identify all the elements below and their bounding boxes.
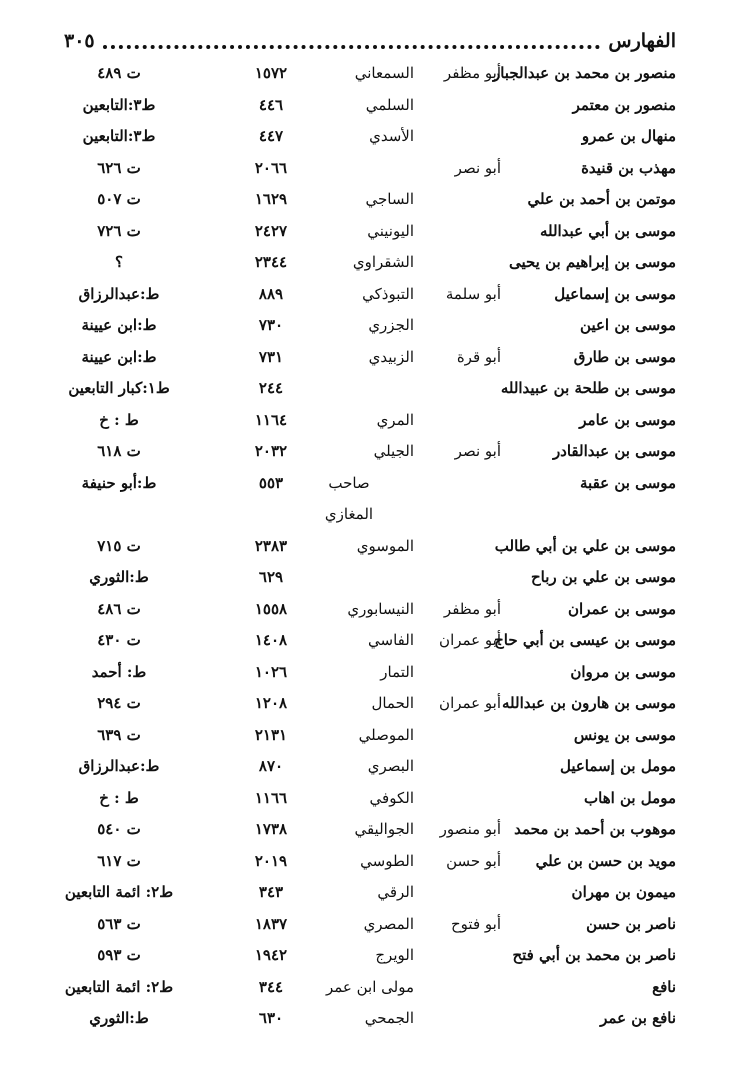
entry-number: ١٧٣٨ [254, 820, 288, 838]
entry-name: موسى بن علي بن رباح [530, 568, 676, 586]
entry-name: ناصر بن حسن [586, 914, 676, 933]
entry-number: ٨٧٠ [258, 757, 284, 775]
index-row [64, 625, 676, 657]
entry-number: ٤٤٦ [258, 95, 284, 114]
entry-note: ت ٥٩٣ [97, 946, 141, 964]
entry-nisba: الحمال [371, 694, 414, 712]
entry-name: موسى بن أبي عبدالله [539, 221, 676, 240]
entry-note: ط٢: ائمة التابعين [64, 883, 174, 901]
entry-nisba: صاحب المغازي [324, 473, 374, 523]
entry-nisba: المصري [363, 914, 414, 933]
entry-name: منصور بن معتمر [572, 95, 676, 114]
entry-note: ت ٧١٥ [97, 536, 141, 555]
entry-note: ط:أبو حنيفة [81, 473, 157, 492]
entry-nisba: التبوذكي [362, 284, 414, 303]
entry-kunya: أبو مظفر [443, 599, 501, 618]
index-row [64, 657, 676, 689]
entry-name: مومل بن إسماعيل [559, 757, 676, 775]
index-row [64, 153, 676, 185]
entry-note: ؟ [115, 253, 123, 271]
index-row [64, 877, 676, 909]
entry-nisba: الجزري [368, 316, 414, 334]
index-row [64, 373, 676, 405]
entry-note: ت ٦٣٩ [97, 725, 141, 744]
entry-kunya: أبو منصور [439, 820, 501, 838]
entry-name: موتمن بن أحمد بن علي [527, 190, 676, 208]
entry-note: ط : خ [99, 410, 139, 429]
index-row [64, 90, 676, 122]
entry-kunya: أبو فتوح [451, 914, 501, 933]
entry-name: موسى بن مروان [570, 662, 676, 681]
entry-name: منصور بن محمد بن عبدالجبار [492, 64, 676, 82]
entry-name: موسى بن عبدالقادر [552, 442, 676, 460]
entry-name: ناصر بن محمد بن أبي فتح [512, 946, 676, 964]
entry-name: نافع بن عمر [600, 1009, 676, 1027]
entry-kunya: أبو نصر [454, 442, 501, 460]
entry-note: ت ٢٩٤ [97, 694, 141, 712]
entry-number: ١٩٤٢ [254, 946, 288, 964]
entry-name: موسى بن اعين [580, 316, 676, 334]
entry-number: ٢٤٢٧ [254, 221, 288, 240]
index-row [64, 940, 676, 972]
entry-number: ١١٦٤ [254, 410, 288, 429]
entry-name: مومل بن اهاب [584, 788, 676, 807]
entry-number: ٢٣٤٤ [254, 253, 288, 271]
entry-number: ١٦٢٩ [254, 190, 288, 208]
entry-name: نافع [652, 977, 676, 996]
entry-kunya: أبو سلمة [445, 284, 501, 303]
entry-name: موسى بن علي بن أبي طالب [494, 536, 676, 555]
entry-kunya: أبو حسن [446, 851, 501, 870]
entry-nisba: الجمحي [364, 1009, 414, 1027]
entry-number: ٢٠١٩ [254, 851, 288, 870]
entry-nisba: الكوفي [369, 788, 414, 807]
entry-nisba: الساجي [365, 190, 414, 208]
entry-note: ط٣:التابعين [82, 95, 156, 114]
index-row [64, 436, 676, 468]
entry-note: ط١:كبار التابعين [68, 379, 170, 397]
entry-nisba: المري [376, 410, 414, 429]
entry-number: ٨٨٩ [258, 284, 284, 303]
entry-nisba: السلمي [365, 95, 414, 114]
entry-nisba: الرقي [377, 883, 414, 901]
index-row [64, 1003, 676, 1035]
entry-nisba: الأسدي [369, 127, 414, 145]
index-row [64, 751, 676, 783]
entry-name: موهوب بن أحمد بن محمد [514, 820, 676, 838]
entry-name: موسى بن هارون بن عبدالله [501, 694, 676, 712]
entry-number: ١٠٢٦ [254, 662, 288, 681]
index-row [64, 562, 676, 594]
leader-dots [103, 33, 601, 49]
entry-number: ٧٣١ [258, 347, 284, 366]
index-row [64, 594, 676, 626]
entry-note: ت ٥٦٣ [97, 914, 141, 933]
entry-name: مهذب بن قنيدة [581, 158, 676, 177]
entry-name: مويد بن حسن بن علي [535, 851, 676, 870]
entry-nisba: اليونيني [367, 221, 414, 240]
entry-note: ت ٤٣٠ [97, 631, 141, 649]
index-row [64, 846, 676, 878]
entry-kunya: أبو عمران [439, 631, 501, 649]
entry-name: موسى بن عقبة [580, 473, 676, 492]
entry-number: ٢٠٣٢ [254, 442, 288, 460]
entry-name: ميمون بن مهران [571, 883, 676, 901]
entry-name: موسى بن عيسى بن أبي حاج [494, 631, 676, 649]
entry-note: ط:ابن عيينة [81, 316, 157, 334]
entry-note: ط٢: ائمة التابعين [64, 977, 174, 996]
index-row [64, 310, 676, 342]
entry-number: ٢١٣١ [254, 725, 288, 744]
entry-note: ت ٦٢٦ [97, 158, 141, 177]
index-row [64, 58, 676, 90]
entry-kunya: أبو عمران [439, 694, 501, 712]
entry-number: ٦٣٠ [258, 1009, 284, 1027]
entry-number: ٥٥٣ [258, 473, 284, 492]
entry-note: ت ٥٤٠ [97, 820, 141, 838]
entry-nisba: الجواليقي [354, 820, 414, 838]
entry-number: ٦٢٩ [258, 568, 284, 586]
entry-number: ١٥٥٨ [254, 599, 288, 618]
entry-nisba: مولى ابن عمر [325, 977, 414, 996]
entry-nisba: الزبيدي [368, 347, 414, 366]
entry-note: ت ٦١٨ [97, 442, 141, 460]
entry-nisba: الويرج [375, 946, 414, 964]
entry-note: ط:الثوري [89, 568, 149, 586]
index-row [64, 279, 676, 311]
entry-kunya: أبو نصر [454, 158, 501, 177]
entry-note: ط:عبدالرزاق [78, 284, 160, 303]
index-row [64, 720, 676, 752]
entry-note: ط:الثوري [89, 1009, 149, 1027]
entry-number: ٢٠٦٦ [254, 158, 288, 177]
entry-nisba: السمعاني [354, 64, 414, 82]
entry-number: ١٢٠٨ [254, 694, 288, 712]
index-table [64, 58, 676, 1035]
entry-number: ٢٣٨٣ [254, 536, 288, 555]
entry-nisba: الجيلي [373, 442, 414, 460]
entry-number: ٤٤٧ [258, 127, 284, 145]
entry-note: ط: أحمد [91, 662, 147, 681]
entry-nisba: الطوسي [360, 851, 414, 870]
index-row [64, 216, 676, 248]
entry-nisba: الموصلي [358, 725, 414, 744]
index-row [64, 814, 676, 846]
entry-nisba: الشقراوي [352, 253, 414, 271]
entry-number: ٣٤٤ [258, 977, 284, 996]
index-row [64, 783, 676, 815]
entry-name: موسى بن عمران [568, 599, 676, 618]
entry-nisba: النيسابوري [347, 599, 414, 618]
entry-note: ط:عبدالرزاق [78, 757, 160, 775]
entry-nisba: التمار [380, 662, 414, 681]
entry-nisba: الفاسي [368, 631, 414, 649]
index-row [64, 121, 676, 153]
entry-number: ٢٤٤ [258, 379, 284, 397]
entry-note: ط : خ [99, 788, 139, 807]
entry-name: منهال بن عمرو [581, 127, 676, 145]
entry-number: ١٨٣٧ [254, 914, 288, 933]
page-number: ٣٠٥ [64, 30, 95, 52]
index-row [64, 405, 676, 437]
entry-name: موسى بن إبراهيم بن يحيى [508, 253, 676, 271]
entry-name: موسى بن إسماعيل [554, 284, 676, 303]
entry-name: موسى بن يونس [573, 725, 676, 744]
index-row [64, 184, 676, 216]
entry-number: ١٥٧٢ [254, 64, 288, 82]
entry-note: ت ٤٨٩ [97, 64, 141, 82]
entry-name: موسى بن طلحة بن عبيدالله [500, 379, 676, 397]
entry-note: ط:ابن عيينة [81, 347, 157, 366]
entry-note: ت ٤٨٦ [97, 599, 141, 618]
entry-note: ط٣:التابعين [82, 127, 156, 145]
entry-number: ٣٤٣ [258, 883, 284, 901]
entry-name: موسى بن طارق [573, 347, 676, 366]
entry-name: موسى بن عامر [579, 410, 676, 429]
page-title: الفهارس [608, 30, 676, 52]
index-row [64, 468, 676, 531]
entry-note: ت ٥٠٧ [97, 190, 141, 208]
entry-note: ت ٧٢٦ [97, 221, 141, 240]
entry-nisba: الموسوي [356, 536, 414, 555]
entry-number: ١٤٠٨ [254, 631, 288, 649]
index-row [64, 909, 676, 941]
index-row [64, 531, 676, 563]
page-header [64, 24, 676, 58]
entry-note: ت ٦١٧ [97, 851, 141, 870]
entry-kunya: أبو مظفر [443, 64, 501, 82]
entry-number: ١١٦٦ [254, 788, 288, 807]
index-row [64, 972, 676, 1004]
index-row [64, 688, 676, 720]
entry-nisba: البصري [367, 757, 414, 775]
entry-kunya: أبو قرة [456, 347, 501, 366]
index-row [64, 342, 676, 374]
entry-number: ٧٣٠ [258, 316, 284, 334]
index-row [64, 247, 676, 279]
